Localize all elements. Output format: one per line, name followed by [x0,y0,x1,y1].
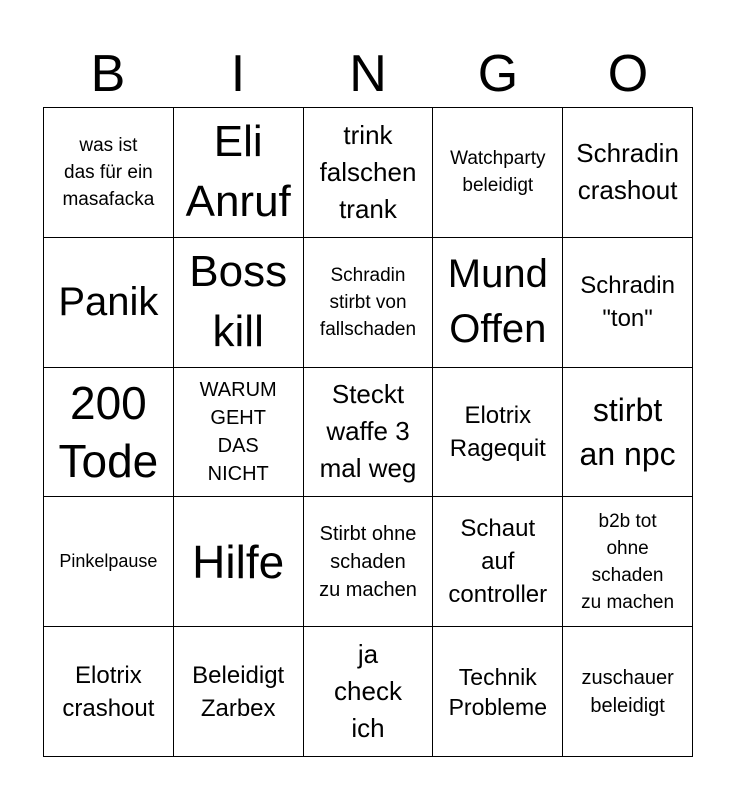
cell-text: b2b tot ohne schaden zu machen [581,510,675,613]
cell-text: Watchparty beleidigt [450,148,546,197]
bingo-cell[interactable] [304,627,434,757]
cell-text: Schaut auf controller [448,515,548,609]
header-letter-o: O [607,45,649,103]
cell-text: Schradin crashout [576,138,679,206]
cell-text: Panik [58,279,159,324]
bingo-cell[interactable] [563,238,693,368]
cell-text: Schradin stirbt von fallschaden [319,264,417,340]
header-letter-b: B [90,45,126,103]
cell-text: Pinkelpause [59,551,158,572]
cell-text: trink falschen trank [319,119,417,224]
bingo-cell[interactable] [563,108,693,238]
bingo-cell[interactable] [174,497,304,627]
cell-text: Elotrix Ragequit [449,401,546,462]
cell-text: ja check ich [334,639,402,744]
cell-text: Boss kill [189,247,288,357]
bingo-board [43,107,693,757]
cell-text: Hilfe [192,535,285,588]
cell-text: Steckt waffe 3 mal weg [319,379,417,484]
bingo-cell[interactable] [433,627,563,757]
cell-text: Beleidigt Zarbex [192,661,285,722]
header-letter-i: I [230,45,246,103]
cell-text: 200 Tode [58,376,159,487]
bingo-cell[interactable] [433,238,563,368]
bingo-cell[interactable] [174,627,304,757]
cell-text: stirbt an npc [579,391,676,472]
header-letter-n: N [349,45,387,103]
bingo-cell[interactable] [433,497,563,627]
bingo-cell[interactable] [563,368,693,498]
cell-text: Mund Offen [447,252,548,352]
cell-text: Technik Probleme [448,663,547,720]
cell-text: Elotrix crashout [62,661,155,722]
bingo-cell[interactable] [174,238,304,368]
bingo-cell[interactable] [44,238,174,368]
bingo-cell[interactable] [304,238,434,368]
cell-text: Eli Anruf [185,117,291,227]
bingo-cell[interactable] [433,368,563,498]
bingo-cell[interactable] [563,627,693,757]
bingo-cell[interactable] [44,108,174,238]
cell-text: Stirbt ohne schaden zu machen [319,522,417,601]
bingo-cell[interactable] [304,108,434,238]
header-letter-g: G [477,45,519,103]
cell-text: zuschauer beleidigt [581,666,674,717]
bingo-cell[interactable] [304,368,434,498]
bingo-header [43,42,693,106]
bingo-cell[interactable] [563,497,693,627]
bingo-cell[interactable] [174,108,304,238]
bingo-cell[interactable] [304,497,434,627]
cell-text: Schradin "ton" [580,272,675,333]
bingo-cell[interactable] [44,627,174,757]
bingo-cell[interactable] [44,368,174,498]
cell-text: WARUM GEHT DAS NICHT [199,378,277,485]
bingo-cell[interactable] [433,108,563,238]
cell-text: was ist das für ein masafacka [62,134,155,210]
bingo-cell[interactable] [174,368,304,498]
bingo-cell[interactable] [44,497,174,627]
